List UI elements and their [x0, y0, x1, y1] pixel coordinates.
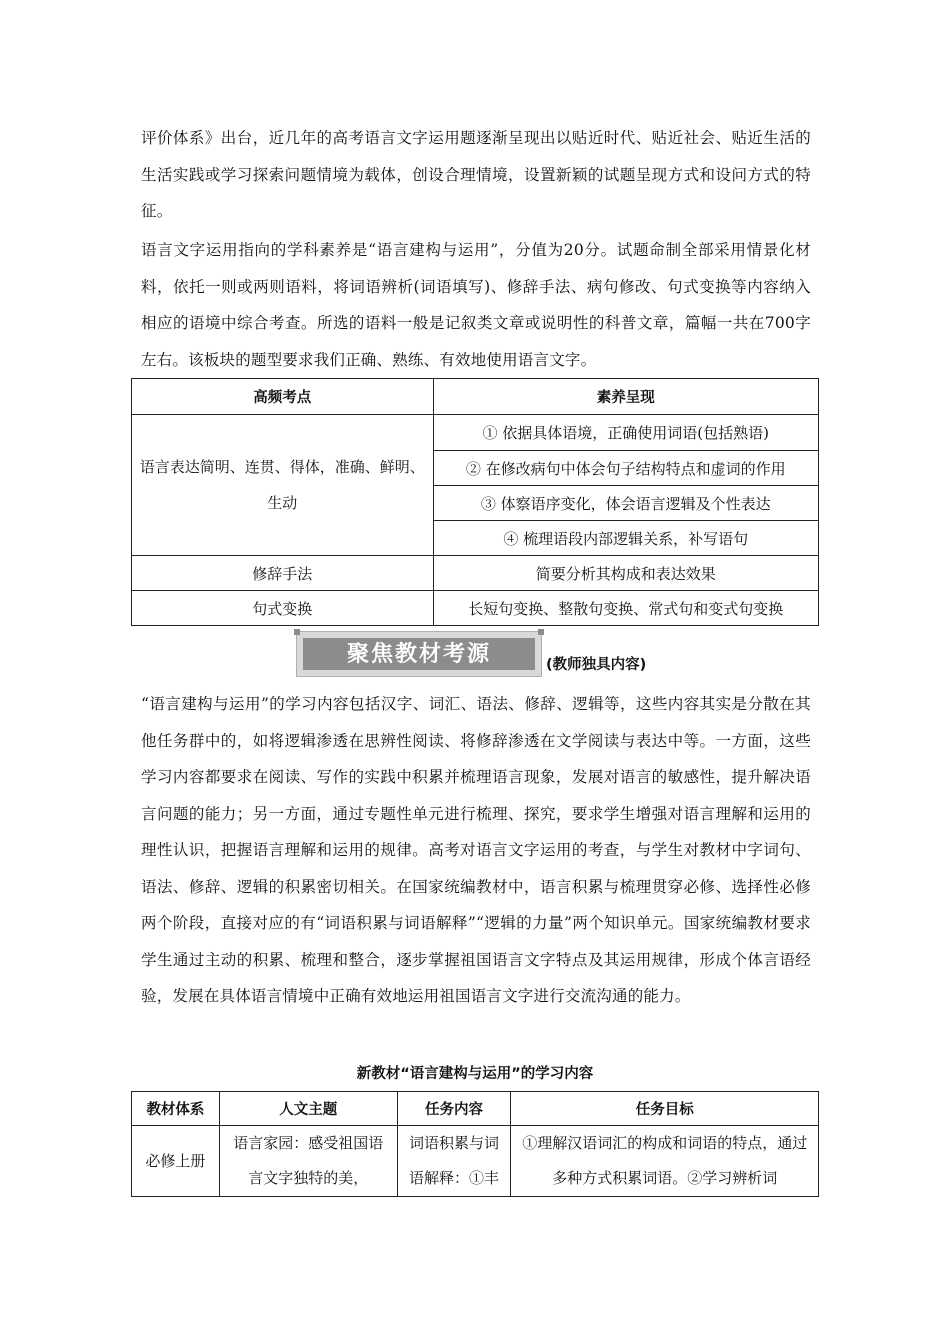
- literacy-item: ① 依据具体语境，正确使用词语(包括熟语): [433, 415, 818, 451]
- body-paragraph: “语言建构与运用”的学习内容包括汉字、词汇、语法、修辞、逻辑等，这些内容其实是分散在其他任务群中的，如将逻辑渗透在思辨性阅读、将修辞渗透在文学阅读与表达中等。一方面，这些学习内容都要求在阅读、写作的实践中积累并梳理语言现象，发展对语言的敏感性，提升解决语言问题的能力；另一方面，通过专题性单元进行梳理、探究，要求学生增强对语言理解和运用的理性认识，把握语言理解和运用的规律。高考对语言文字运用的考查，与学生对教材中字词句、语法、修辞、逻辑的积累密切相关。在国家统编教材中，语言积累与梳理贯穿必修、选择性必修两个阶段，直接对应的有“词语积累与词语解释”“逻辑的力量”两个知识单元。国家统编教材要求学生通过主动的积累、梳理和整合，逐步掌握祖国语言文字特点及其运用规律，形成个体言语经验，发展在具体语言情境中正确有效地运用祖国语言文字进行交流沟通的能力。: [141, 695, 811, 1005]
- literacy-item: ② 在修改病句中体会句子结构特点和虚词的作用: [433, 451, 818, 486]
- header-goal: 任务目标: [511, 1092, 819, 1126]
- table-header-row: [132, 379, 819, 415]
- exam-point-sentence: 句式变换: [132, 591, 434, 626]
- header-system: 教材体系: [132, 1092, 220, 1126]
- table-caption: 新教材“语言建构与运用”的学习内容: [356, 1066, 594, 1082]
- header-literacy: 素养呈现: [433, 379, 818, 415]
- cell-system: 必修上册: [132, 1126, 220, 1197]
- cell-task: 词语积累与词语解释：①丰: [397, 1126, 511, 1197]
- table-row: [132, 1126, 819, 1197]
- cell-theme: 语言家园：感受祖国语言文字独特的美，: [219, 1126, 397, 1197]
- header-task: 任务内容: [397, 1092, 511, 1126]
- section-banner: [296, 631, 542, 677]
- literacy-item: ④ 梳理语段内部逻辑关系，补写语句: [433, 521, 818, 556]
- header-theme: 人文主题: [219, 1092, 397, 1126]
- table-header-row: [132, 1092, 819, 1126]
- intro-paragraph-2: 语言文字运用指向的学科素养是“语言建构与运用”，分值为20分。试题命制全部采用情景化材料，依托一则或两则语料，将词语辨析(词语填写)、修辞手法、病句修改、句式变换等内容纳入相应的语境中综合考查。所选的语料一般是记叙类文章或说明性的科普文章，篇幅一共在700字左右。该板块的题型要求我们正确、熟练、有效地使用语言文字。: [141, 241, 811, 369]
- exam-point-expression: 语言表达简明、连贯、得体，准确、鲜明、生动: [132, 415, 434, 556]
- literacy-item: ③ 体察语序变化，体会语言逻辑及个性表达: [433, 486, 818, 521]
- exam-points-table: [131, 378, 819, 626]
- exam-point-rhetoric: 修辞手法: [132, 556, 434, 591]
- banner-title: 聚焦教材考源: [303, 638, 535, 670]
- banner-note: (教师独具内容): [546, 657, 647, 673]
- table-row: [132, 591, 819, 626]
- literacy-sentence: 长短句变换、整散句变换、常式句和变式句变换: [433, 591, 818, 626]
- curriculum-table: [131, 1091, 819, 1197]
- cell-goal: ①理解汉语词汇的构成和词语的特点，通过多种方式积累词语。②学习辨析词: [511, 1126, 819, 1197]
- header-exam-point: 高频考点: [132, 379, 434, 415]
- intro-paragraph-1: 评价体系》出台，近几年的高考语言文字运用题逐渐呈现出以贴近时代、贴近社会、贴近生活的生活实践或学习探索问题情境为载体，创设合理情境，设置新颖的试题呈现方式和设问方式的特征。: [141, 129, 811, 220]
- table-row: [132, 556, 819, 591]
- table-row: [132, 415, 819, 451]
- literacy-rhetoric: 简要分析其构成和表达效果: [433, 556, 818, 591]
